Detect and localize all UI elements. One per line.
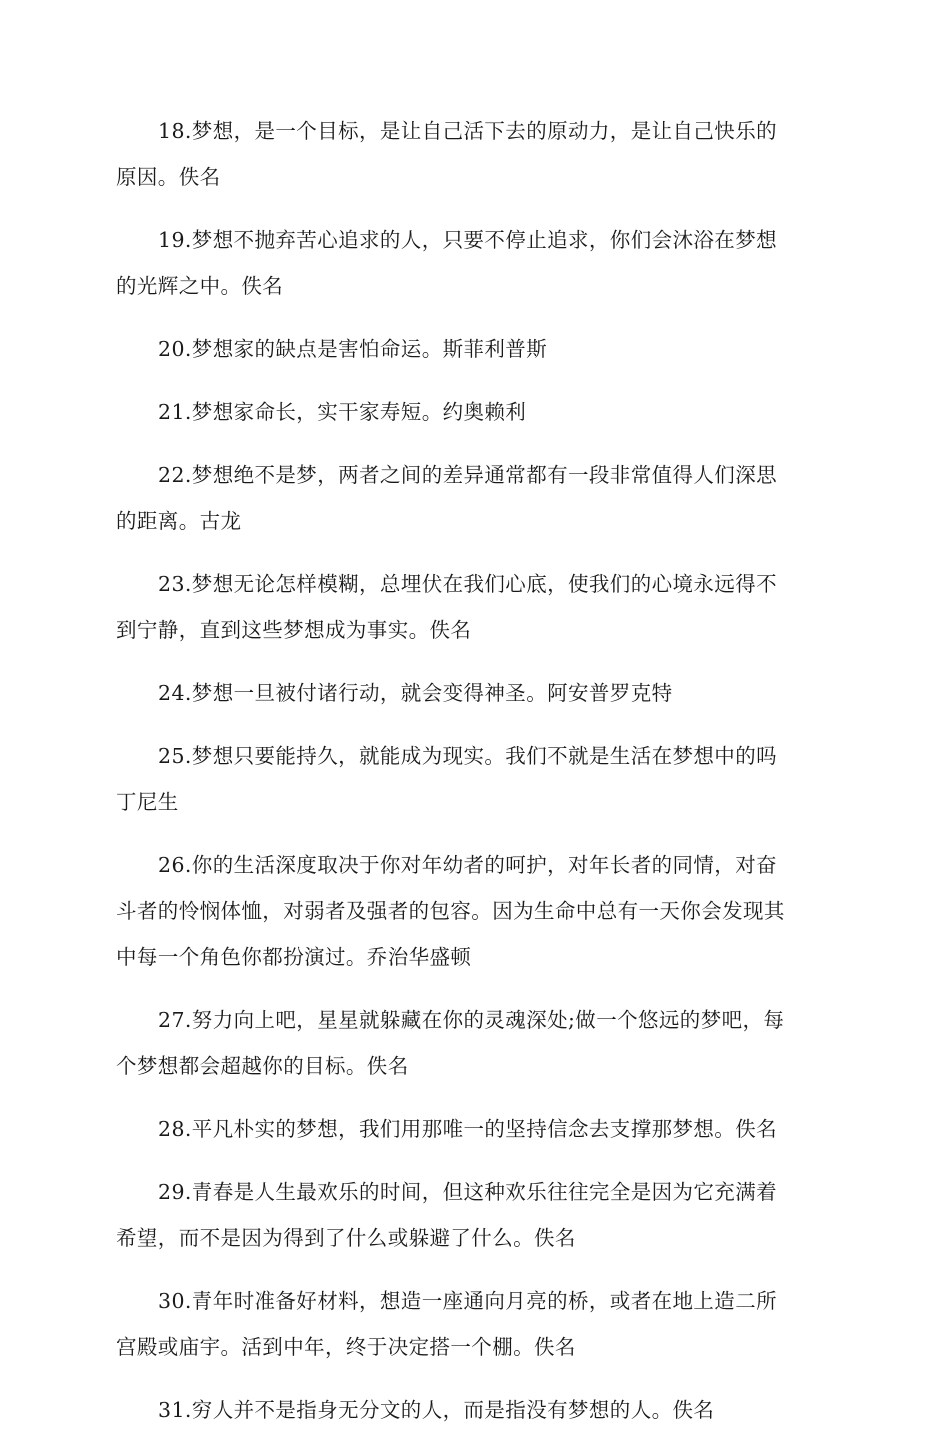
quote-paragraph-23 [116, 561, 836, 653]
quote-line: 25.梦想只要能持久，就能成为现实。我们不就是生活在梦想中的吗 [158, 744, 777, 768]
quote-line: 26.你的生活深度取决于你对年幼者的呵护，对年长者的同情，对奋 [158, 853, 777, 877]
quote-line: 宫殿或庙宇。活到中年，终于决定搭一个棚。佚名 [116, 1335, 576, 1359]
quote-paragraph-31 [116, 1387, 836, 1433]
quote-line: 30.青年时准备好材料，想造一座通向月亮的桥，或者在地上造二所 [158, 1289, 777, 1313]
quote-line: 22.梦想绝不是梦，两者之间的差异通常都有一段非常值得人们深思 [158, 463, 777, 487]
quote-list [116, 108, 836, 1450]
quote-line: 斗者的怜悯体恤，对弱者及强者的包容。因为生命中总有一天你会发现其 [116, 899, 785, 923]
quote-paragraph-27 [116, 997, 836, 1089]
quote-paragraph-29 [116, 1169, 836, 1261]
quote-paragraph-22 [116, 452, 836, 544]
quote-line: 的光辉之中。佚名 [116, 274, 284, 298]
quote-line: 希望，而不是因为得到了什么或躲避了什么。佚名 [116, 1226, 576, 1250]
quote-line: 28.平凡朴实的梦想，我们用那唯一的坚持信念去支撑那梦想。佚名 [158, 1117, 777, 1141]
quote-line: 18.梦想，是一个目标，是让自己活下去的原动力，是让自己快乐的 [158, 119, 777, 143]
quote-line: 29.青春是人生最欢乐的时间，但这种欢乐往往完全是因为它充满着 [158, 1180, 777, 1204]
quote-paragraph-21 [116, 389, 836, 435]
quote-line: 23.梦想无论怎样模糊，总埋伏在我们心底，使我们的心境永远得不 [158, 572, 777, 596]
quote-line: 原因。佚名 [116, 165, 221, 189]
quote-line: 27.努力向上吧，星星就躲藏在你的灵魂深处;做一个悠远的梦吧，每 [158, 1008, 785, 1032]
quote-line: 的距离。古龙 [116, 509, 242, 533]
quote-line: 24.梦想一旦被付诸行动，就会变得神圣。阿安普罗克特 [158, 681, 673, 705]
quote-paragraph-28 [116, 1106, 836, 1152]
quote-line: 19.梦想不抛弃苦心追求的人，只要不停止追求，你们会沐浴在梦想 [158, 228, 777, 252]
quote-line: 个梦想都会超越你的目标。佚名 [116, 1054, 409, 1078]
quote-paragraph-30 [116, 1278, 836, 1370]
quote-line: 中每一个角色你都扮演过。乔治华盛顿 [116, 945, 472, 969]
quote-line: 到宁静，直到这些梦想成为事实。佚名 [116, 618, 472, 642]
quote-paragraph-20 [116, 326, 836, 372]
quote-paragraph-18 [116, 108, 836, 200]
quote-paragraph-25 [116, 733, 836, 825]
quote-line: 21.梦想家命长，实干家寿短。约奥赖利 [158, 400, 527, 424]
quote-paragraph-19 [116, 217, 836, 309]
quote-line: 20.梦想家的缺点是害怕命运。斯菲利普斯 [158, 337, 548, 361]
quote-line: 丁尼生 [116, 790, 179, 814]
quote-paragraph-26 [116, 842, 836, 980]
quote-paragraph-24 [116, 670, 836, 716]
quote-line: 31.穷人并不是指身无分文的人，而是指没有梦想的人。佚名 [158, 1398, 715, 1422]
